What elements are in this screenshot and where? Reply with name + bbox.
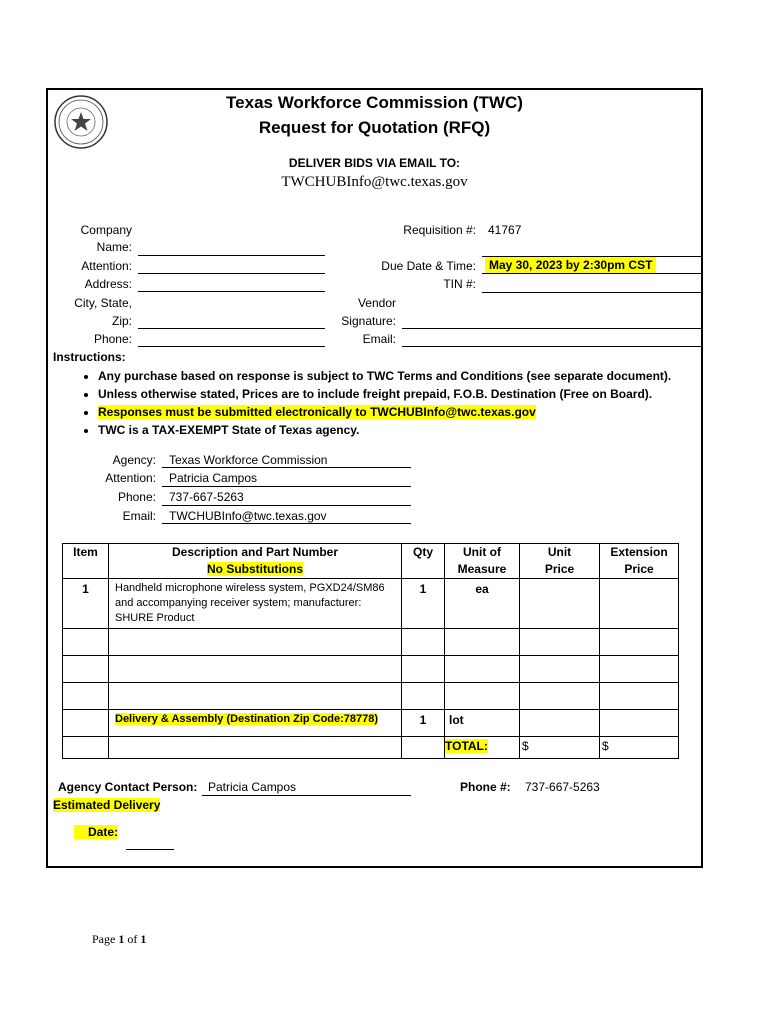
agency-value: Texas Workforce Commission	[169, 453, 328, 467]
instruction-item: • TWC is a TAX-EXEMPT State of Texas agency.	[98, 421, 671, 439]
total-label-cell	[445, 737, 520, 759]
page-footer: Page 1 of 1	[92, 932, 147, 946]
company-name-field[interactable]	[138, 255, 325, 256]
tin-field[interactable]	[482, 292, 702, 293]
agency-email-label: Email:	[122, 509, 156, 523]
header-unit-of-measure: Unit of Measure	[445, 544, 520, 579]
city-state-label: City, State,	[74, 296, 132, 310]
phone-label: Phone:	[93, 332, 132, 346]
city-state-zip-field[interactable]	[138, 328, 325, 329]
company-label: Company	[80, 223, 132, 237]
agency-line	[162, 467, 411, 468]
agency-attention-line	[162, 486, 411, 487]
address-field[interactable]	[138, 291, 325, 292]
row-qty: 1	[402, 579, 445, 629]
agency-email-line	[162, 523, 411, 524]
estimated-delivery-label: Estimated Delivery	[53, 798, 161, 812]
total-label: TOTAL:	[445, 739, 488, 753]
vendor-signature-field[interactable]	[402, 328, 702, 329]
due-date-line	[482, 273, 702, 274]
phone-field[interactable]	[138, 346, 325, 347]
due-date-value: May 30, 2023 by 2:30pm CST	[485, 257, 656, 273]
email-field[interactable]	[402, 346, 702, 347]
zip-label: Zip:	[111, 314, 132, 328]
row-description: Handheld microphone wireless system, PGXD24/SM86 and accompanying receiver system; manufacturer: SHURE Product	[109, 579, 402, 629]
requisition-value: 41767	[488, 223, 522, 237]
contact-phone-value: 737-667-5263	[525, 780, 600, 794]
instructions-list	[78, 367, 671, 439]
row-unit: ea	[445, 579, 520, 629]
agency-contact-value: Patricia Campos	[208, 780, 297, 794]
agency-attention-value: Patricia Campos	[169, 471, 258, 485]
vendor-label: Vendor	[357, 296, 396, 310]
table-header-row	[63, 544, 679, 579]
email-label: Email:	[362, 332, 396, 346]
agency-phone-label: Phone:	[117, 490, 156, 504]
attention-field[interactable]	[138, 273, 325, 274]
delivery-qty: 1	[402, 710, 445, 737]
table-row	[63, 656, 679, 683]
table-row	[63, 683, 679, 710]
agency-phone-value: 737-667-5263	[169, 490, 244, 504]
agency-contact-line	[202, 795, 411, 796]
instruction-item: • Any purchase based on response is subject to TWC Terms and Conditions (see separate document).	[98, 367, 671, 385]
table-row-delivery	[63, 710, 679, 737]
signature-label: Signature:	[341, 314, 396, 328]
row-extension-price[interactable]	[600, 579, 679, 629]
instruction-item: • Responses must be submitted electronically to TWCHUBInfo@twc.texas.gov	[98, 403, 671, 421]
header-unit-price: Unit Price	[520, 544, 600, 579]
company-name-label: Name:	[96, 240, 132, 254]
instructions-label: Instructions:	[53, 350, 126, 364]
delivery-unit: lot	[445, 710, 520, 737]
title-line-1: Texas Workforce Commission (TWC)	[226, 93, 523, 112]
total-unit-price[interactable]: $	[520, 737, 600, 759]
address-label: Address:	[84, 277, 132, 291]
table-row-total	[63, 737, 679, 759]
delivery-date-field[interactable]	[126, 849, 174, 850]
due-date-label: Due Date & Time:	[381, 259, 476, 273]
deliver-bids-label: DELIVER BIDS VIA EMAIL TO:	[288, 156, 461, 170]
row-item: 1	[63, 579, 109, 629]
header-extension-price: Extension Price	[600, 544, 679, 579]
contact-phone-label: Phone #:	[460, 780, 511, 794]
row-unit-price[interactable]	[520, 579, 600, 629]
tin-label: TIN #:	[443, 277, 476, 291]
due-date-box-top	[482, 256, 702, 273]
table-row	[63, 629, 679, 656]
requisition-label: Requisition #:	[403, 223, 476, 237]
delivery-unit-price[interactable]	[520, 710, 600, 737]
instruction-item: • Unless otherwise stated, Prices are to include freight prepaid, F.O.B. Destination (Free on Board).	[98, 385, 671, 403]
deliver-email: TWCHUBInfo@twc.texas.gov	[281, 174, 468, 190]
agency-label: Agency:	[112, 453, 156, 467]
delivery-date-label: Date:	[74, 825, 118, 839]
agency-email-value: TWCHUBInfo@twc.texas.gov	[169, 509, 327, 523]
delivery-description: Delivery & Assembly (Destination Zip Code:78778)	[109, 710, 402, 737]
agency-attention-label: Attention:	[105, 471, 156, 485]
total-extension-price[interactable]: $	[600, 737, 679, 759]
attention-label: Attention:	[81, 259, 132, 273]
header-item: Item	[63, 544, 109, 579]
header-qty: Qty	[402, 544, 445, 579]
agency-contact-label: Agency Contact Person:	[58, 780, 198, 794]
agency-phone-line	[162, 505, 411, 506]
title-line-2: Request for Quotation (RFQ)	[258, 118, 491, 137]
delivery-extension-price[interactable]	[600, 710, 679, 737]
items-table	[62, 543, 679, 759]
header-description: Description and Part Number No Substitutions	[109, 544, 402, 579]
table-row	[63, 579, 679, 629]
